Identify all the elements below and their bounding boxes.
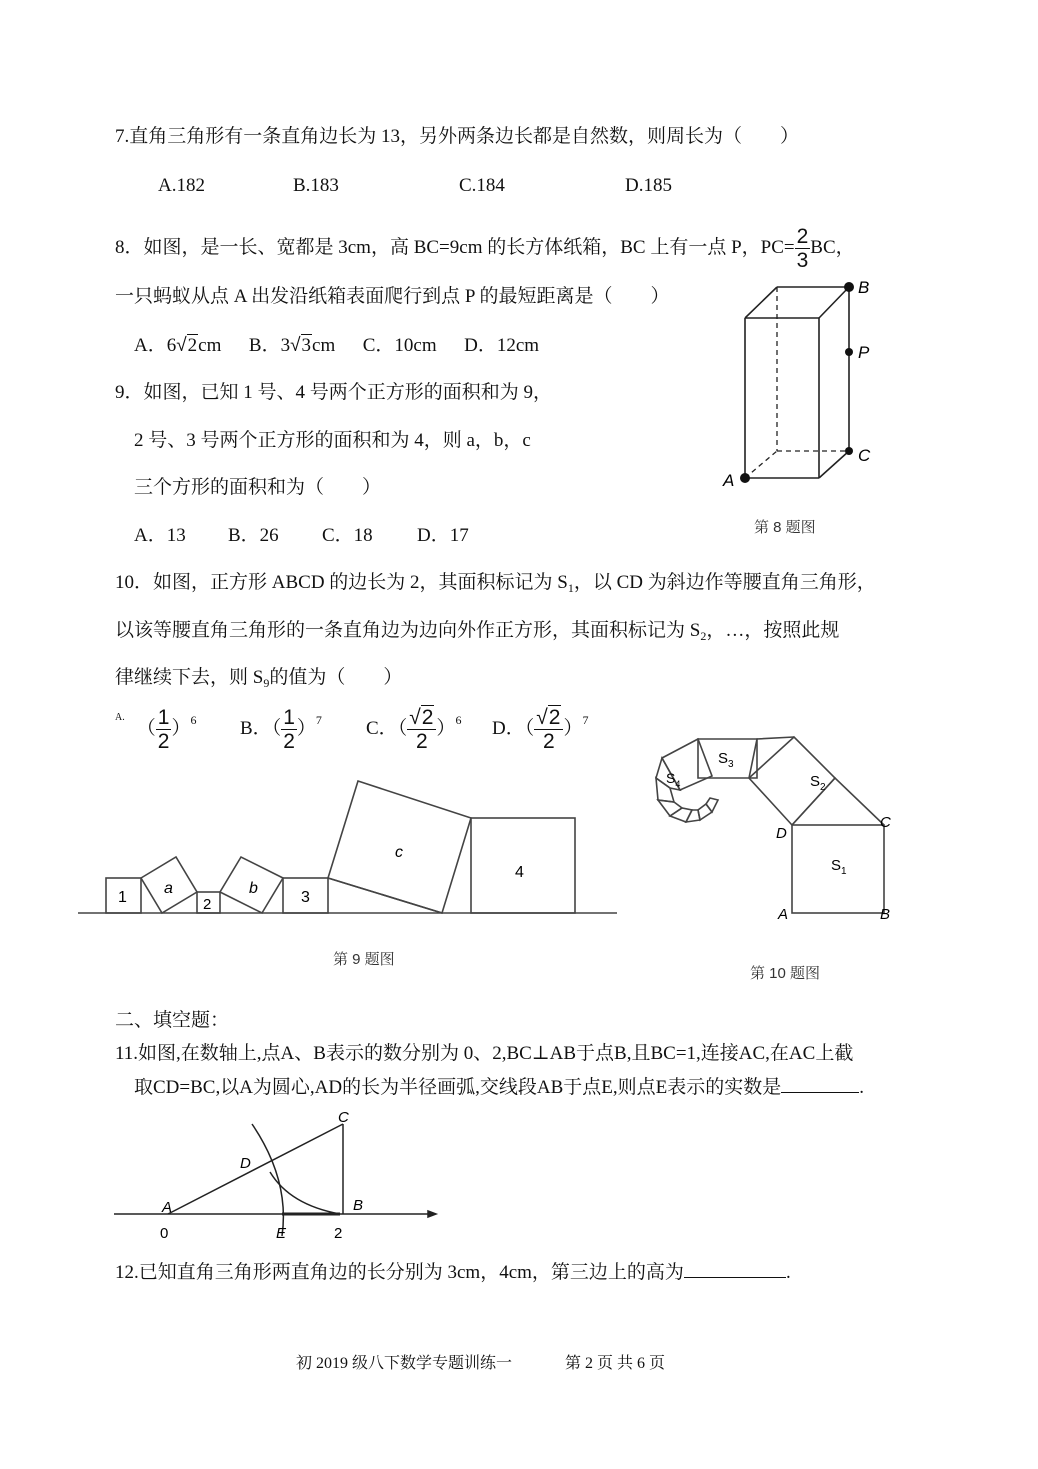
sqrt-symbol: √ <box>536 706 548 729</box>
exponent: 6 <box>455 712 462 727</box>
label-3: 3 <box>301 889 310 906</box>
q9-line3: 三个方形的面积和为（ ） <box>134 477 382 498</box>
q9-option-c: C．18 <box>322 525 373 546</box>
label-2: 2 <box>203 896 212 913</box>
q8-opt-b-suffix: cm <box>312 335 336 356</box>
answer-blank[interactable] <box>781 1092 859 1093</box>
label-e: E <box>276 1225 287 1242</box>
frac-num: 1 <box>283 706 295 729</box>
point-b <box>844 282 854 292</box>
frac-num: 1 <box>157 706 170 729</box>
q9-option-d: D．17 <box>417 525 469 546</box>
label-b: B <box>353 1197 364 1214</box>
q10-line3-sub: 9 <box>263 676 270 690</box>
label-b: b <box>249 880 258 897</box>
q8-stem-line2: 一只蚂蚁从点 A 出发沿纸箱表面爬行到点 P 的最短距离是（ ） <box>115 286 670 307</box>
exponent: 7 <box>315 712 322 727</box>
exponent: 6 <box>190 712 197 727</box>
label-b: B <box>858 278 870 297</box>
label-s4: $S_4$ <box>666 770 681 789</box>
q10-opt-d-label: D． <box>492 717 525 739</box>
paren-left: （ <box>524 717 535 739</box>
point-a <box>740 473 750 483</box>
label-a: A <box>162 1199 173 1216</box>
fraction-root2-over-2 <box>407 707 436 752</box>
q9-option-b: B．26 <box>228 525 279 546</box>
fraction-root2-over-2 <box>534 707 563 752</box>
label-b: B <box>880 906 891 923</box>
paren-left: （ <box>271 717 282 739</box>
footer-page-number: 第 2 页 共 6 页 <box>565 1355 666 1372</box>
sqrt-symbol: √ <box>409 706 421 729</box>
q10-line3-b: 的值为（ ） <box>269 667 403 688</box>
q10-figure-spiral <box>640 728 900 928</box>
q10-line1-b: ，以 CD 为斜边作等腰直角三角形， <box>573 572 876 593</box>
q7-option-d: D.185 <box>625 175 672 196</box>
q10-opt-c-label: C． <box>366 717 398 739</box>
point-c <box>845 447 853 455</box>
q12-stem <box>115 1262 791 1285</box>
q10-opt-a-label: A. <box>115 711 125 723</box>
frac-den: 2 <box>415 730 428 753</box>
sqrt-symbol: √ <box>176 335 187 356</box>
q8-figure-caption: 第 8 题图 <box>754 519 816 536</box>
q10-line3-a: 律继续下去，则 S <box>115 667 264 688</box>
exponent: 7 <box>582 712 589 727</box>
q10-line1-sub: 1 <box>567 581 574 595</box>
label-d: D <box>240 1155 251 1172</box>
label-c: c <box>395 844 403 861</box>
q7-option-c: C.184 <box>459 175 505 196</box>
label-p: P <box>858 343 870 362</box>
q8-opt-b-radicand: 3 <box>301 335 312 356</box>
q8-option-c: C．10cm <box>362 335 437 356</box>
frac-num <box>534 707 563 730</box>
q7-option-a: A.182 <box>158 175 205 196</box>
q7-option-b: B.183 <box>293 175 339 196</box>
frac-den: 2 <box>283 730 295 753</box>
q8-stem-line1 <box>115 226 855 271</box>
paren-right: ） <box>436 717 456 739</box>
frac-den: 2 <box>543 730 555 753</box>
label-s3: $S_3$ <box>718 750 734 770</box>
label-4: 4 <box>515 864 524 881</box>
q8-stem-b: BC， <box>810 236 855 258</box>
q10-option-a <box>115 707 196 752</box>
point-p <box>845 348 853 356</box>
section2-heading: 二、填空题： <box>115 1010 230 1031</box>
q8-opt-a-radicand: 2 <box>187 335 198 356</box>
q10-line2 <box>115 620 839 643</box>
paren-left: （ <box>136 717 156 739</box>
answer-blank[interactable] <box>684 1277 786 1278</box>
q10-line1 <box>115 572 876 595</box>
label-c: C <box>858 446 871 465</box>
label-d: D <box>776 825 787 842</box>
q10-option-b <box>240 707 322 752</box>
q8-option-a <box>134 334 221 356</box>
q10-line2-sub: 2 <box>700 629 707 643</box>
label-c: C <box>338 1110 349 1126</box>
label-c: C <box>880 814 891 831</box>
label-two: 2 <box>334 1225 343 1242</box>
q11-line2 <box>134 1077 864 1100</box>
q11-figure-numberline <box>110 1110 440 1245</box>
q8-options <box>134 335 539 358</box>
q9-line2: 2 号、3 号两个正方形的面积和为 4，则 a，b，c <box>134 430 531 451</box>
paren-left: （ <box>397 717 408 739</box>
label-a: A <box>723 471 735 490</box>
q8-opt-a-suffix: cm <box>198 335 222 356</box>
label-s2: $S_2$ <box>810 773 826 793</box>
fraction-one-half <box>281 707 297 752</box>
sqrt-symbol: √ <box>290 335 301 356</box>
q8-opt-b-prefix: B．3 <box>248 335 291 356</box>
q8-stem-a: 8．如图，是一长、宽都是 3cm，高 BC=9cm 的长方体纸箱，BC 上有一点 P，PC= <box>115 236 795 258</box>
q11-line2-text: 取CD=BC,以A为圆心,AD的长为半径画弧,交线段AB于点E,则点E表示的实数是 <box>134 1077 782 1098</box>
q11-line1: 11.如图,在数轴上,点A、B表示的数分别为 0、2,BC⊥AB于点B,且BC=1,连接AC,在AC上截 <box>115 1043 854 1064</box>
q10-option-c <box>366 707 461 752</box>
q10-line2-b: ，…，按照此规 <box>706 620 840 641</box>
label-1: 1 <box>118 889 127 906</box>
q12-text: 12.已知直角三角形两直角边的长分别为 3cm，4cm，第三边上的高为 <box>115 1262 684 1283</box>
fraction-one-half <box>156 707 172 752</box>
q9-figure-caption: 第 9 题图 <box>333 951 395 968</box>
q8-frac-den: 3 <box>796 249 809 272</box>
paren-right: ） <box>296 717 316 739</box>
q8-option-b <box>249 334 335 356</box>
q8-opt-a-prefix: A．6 <box>134 335 177 356</box>
label-a: a <box>164 880 173 897</box>
q8-fraction <box>795 226 811 271</box>
q10-opt-b-label: B． <box>240 717 272 739</box>
frac-num <box>407 707 436 730</box>
label-a: A <box>778 906 789 923</box>
q10-figure-caption: 第 10 题图 <box>750 965 821 982</box>
radicand: 2 <box>421 706 434 729</box>
label-s1: $S_1$ <box>831 857 847 877</box>
label-zero: 0 <box>160 1225 169 1242</box>
q10-option-d <box>492 707 588 752</box>
q12-end: . <box>785 1262 791 1283</box>
paren-right: ） <box>563 717 583 739</box>
q10-line2-a: 以该等腰直角三角形的一条直角边为边向外作正方形，其面积标记为 S <box>115 620 701 641</box>
q8-figure-cuboid <box>715 270 895 500</box>
frac-den: 2 <box>157 730 170 753</box>
q7-stem: 7.直角三角形有一条直角边长为 13，另外两条边长都是自然数，则周长为（ ） <box>115 126 800 147</box>
q8-frac-num: 2 <box>796 225 809 248</box>
q9-option-a: A．13 <box>134 525 186 546</box>
paren-right: ） <box>171 717 191 739</box>
footer-title: 初 2019 级八下数学专题训练一 <box>296 1355 513 1372</box>
q10-line3 <box>115 667 402 690</box>
q9-line1: 9．如图，已知 1 号、4 号两个正方形的面积和为 9， <box>115 382 553 403</box>
q10-line1-a: 10．如图，正方形 ABCD 的边长为 2，其面积标记为 S <box>115 572 568 593</box>
radicand: 2 <box>548 706 561 729</box>
q11-line2-end: . <box>859 1077 864 1098</box>
q9-figure-squares <box>75 775 620 920</box>
q8-option-d: D．12cm <box>464 335 540 356</box>
